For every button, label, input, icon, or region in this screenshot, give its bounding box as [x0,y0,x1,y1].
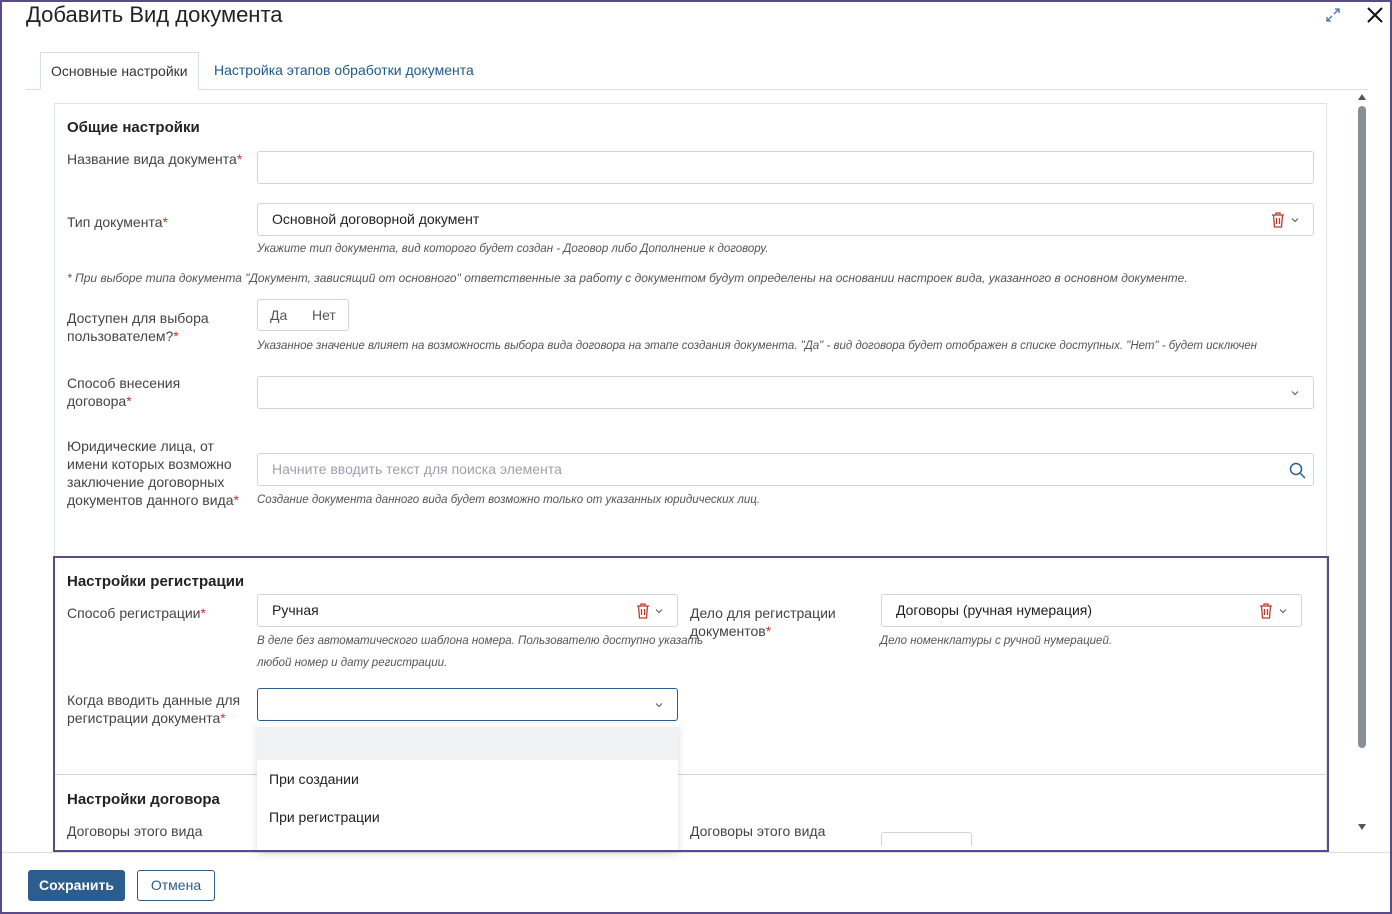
scroll-down-arrow-icon[interactable] [1356,822,1368,832]
contract-right-field[interactable] [881,832,972,846]
chevron-down-icon[interactable] [1290,388,1300,398]
doc-type-label: Тип документа* [67,214,168,230]
reg-case-hint: Дело номенклатуры с ручной нумерацией. [880,635,1113,647]
legal-entities-label: Юридические лица, от имени которых возможно заключение договорных документов данного вида* [67,438,239,508]
dropdown-option-on-register[interactable]: При регистрации [269,809,380,825]
entry-method-select[interactable] [257,376,1314,409]
doc-name-label: Название вида документа* [67,151,243,167]
chevron-down-icon[interactable] [1290,215,1300,225]
doc-type-select[interactable] [257,203,1314,236]
contract-left-label: Договоры этого вида [67,823,203,839]
expand-icon[interactable] [1324,6,1342,24]
reg-case-label: Дело для регистрации документов* [690,605,836,639]
doc-name-input[interactable] [257,151,1314,184]
toggle-no[interactable]: Нет [312,307,336,323]
available-hint: Указанное значение влияет на возможность выбора вида договора на этапе создания документа. "Да" - вид договора будет отображен в списке доступных. "Нет" - будет исключен [257,340,1258,352]
legal-entities-hint: Создание документа данного вида будет возможно только от указанных юридических лиц. [257,494,761,506]
doc-type-note: * При выборе типа документа "Документ, зависящий от основного" ответственные за работу с документом будут определены на основании настроек вида, указанного в основном документе. [67,271,1188,285]
dropdown-empty-option[interactable] [257,727,678,760]
chevron-down-icon[interactable] [654,606,664,616]
chevron-down-icon[interactable] [654,700,664,710]
reg-method-hint-line2: любой номер и дату регистрации. [257,657,448,669]
scrollbar-thumb[interactable] [1358,106,1366,748]
toggle-yes[interactable]: Да [270,307,288,323]
scroll-up-arrow-icon[interactable] [1356,92,1368,102]
reg-when-select[interactable] [257,688,678,721]
tab-processing-stages[interactable]: Настройка этапов обработки документа [214,62,474,78]
reg-when-label: Когда вводить данные для регистрации документа* [67,692,241,726]
save-button[interactable]: Сохранить [28,870,125,901]
reg-method-value: Ручная [272,602,319,618]
contract-right-label: Договоры этого вида [690,823,826,839]
section-registration-title: Настройки регистрации [67,573,245,590]
reg-method-select[interactable] [257,594,678,627]
cancel-button[interactable]: Отмена [137,870,215,901]
tab-bar [26,52,1368,90]
search-icon[interactable] [1289,462,1306,479]
legal-entities-placeholder: Начните вводить текст для поиска элемента [272,461,562,477]
reg-when-dropdown [257,723,678,851]
reg-method-label: Способ регистрации* [67,605,206,621]
available-toggle [257,299,349,331]
reg-case-value: Договоры (ручная нумерация) [896,602,1093,618]
chevron-down-icon[interactable] [1278,606,1288,616]
dialog-title: Добавить Вид документа [26,2,283,27]
tab-main-settings[interactable]: Основные настройки [40,52,199,90]
reg-case-select[interactable] [881,594,1302,627]
reg-method-hint-line1: В деле без автоматического шаблона номера. Пользователю доступно указать [257,635,704,647]
section-general-title: Общие настройки [67,119,200,136]
close-icon[interactable] [1364,4,1386,26]
trash-icon[interactable] [636,603,650,619]
legal-entities-search-input[interactable] [257,453,1314,486]
section-contract-title: Настройки договора [67,791,220,808]
entry-method-label: Способ внесения договора* [67,375,181,409]
available-label: Доступен для выбора пользователем?* [67,310,209,344]
trash-icon[interactable] [1271,212,1285,228]
dropdown-option-on-create[interactable]: При создании [269,771,359,787]
doc-type-hint: Укажите тип документа, вид которого будет создан - Договор либо Дополнение к договору. [257,243,769,255]
section-divider [55,774,1326,775]
doc-type-value: Основной договорной документ [272,211,480,227]
trash-icon[interactable] [1259,603,1273,619]
